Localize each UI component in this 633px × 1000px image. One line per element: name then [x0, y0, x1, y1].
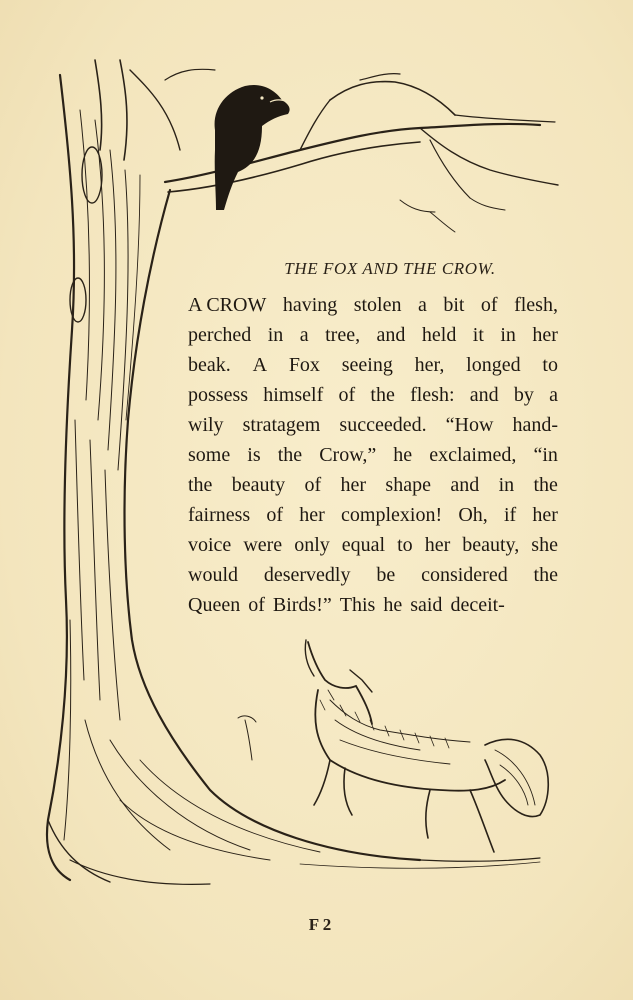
- text-line: [188, 500, 558, 530]
- word: of: [338, 384, 356, 406]
- word: beauty: [231, 474, 286, 496]
- word: having: [282, 294, 338, 316]
- word: of: [480, 294, 498, 316]
- word: considered: [421, 564, 508, 586]
- word: equal: [341, 534, 386, 556]
- word: and: [450, 474, 480, 496]
- word: the: [277, 444, 303, 466]
- word: were: [243, 534, 283, 556]
- word: of: [248, 594, 265, 616]
- word: her: [299, 504, 325, 526]
- word: Oh,: [458, 504, 488, 526]
- crow-illustration: [215, 85, 292, 210]
- word: “How: [445, 414, 494, 436]
- word: in: [500, 324, 516, 346]
- word: is: [247, 444, 261, 466]
- word: Fox: [288, 354, 320, 376]
- word: some: [188, 444, 231, 466]
- word: and: [376, 324, 406, 346]
- word: a: [417, 294, 427, 316]
- word: fairness: [188, 504, 251, 526]
- text-line: [188, 440, 558, 470]
- word: shape: [385, 474, 431, 496]
- signature-mark: F 2: [308, 915, 332, 934]
- text-line: [188, 410, 558, 440]
- word: her: [340, 474, 367, 496]
- word: a: [549, 384, 558, 406]
- word: deservedly: [263, 564, 351, 586]
- word: “in: [533, 444, 558, 466]
- word: would: [188, 564, 238, 586]
- word: said: [410, 594, 443, 616]
- word: Crow,”: [319, 444, 377, 466]
- word: if: [503, 504, 517, 526]
- word: to: [397, 534, 413, 556]
- fox-illustration: [305, 640, 548, 852]
- fable-text: [188, 290, 558, 620]
- word: tree,: [325, 324, 361, 346]
- word: her: [424, 534, 451, 556]
- word: bit: [443, 294, 465, 316]
- word: possess: [188, 384, 249, 406]
- word: be: [376, 564, 396, 586]
- text-line: [188, 560, 558, 590]
- word: voice: [188, 534, 232, 556]
- word: succeeded.: [339, 414, 427, 436]
- word: in: [498, 474, 515, 496]
- word: it: [472, 324, 484, 346]
- word: to: [542, 354, 558, 376]
- word: A: [252, 354, 268, 376]
- word: wily: [188, 414, 224, 436]
- word: complexion!: [341, 504, 443, 526]
- word: her,: [414, 354, 445, 376]
- word: held: [421, 324, 457, 346]
- word: the: [533, 564, 558, 586]
- word: deceit-: [450, 594, 505, 616]
- text-line: [188, 530, 558, 560]
- sprig-illustration: [238, 716, 256, 760]
- word: flesh:: [410, 384, 455, 406]
- text-line: [188, 380, 558, 410]
- word: a: [299, 324, 309, 346]
- word: her: [532, 504, 558, 526]
- word: the: [370, 384, 395, 406]
- text-line: [188, 590, 558, 620]
- word: stratagem: [242, 414, 321, 436]
- word: hand-: [512, 414, 558, 436]
- word: by: [513, 384, 534, 406]
- text-line: [188, 290, 558, 320]
- word: her: [532, 324, 558, 346]
- word: of: [304, 474, 322, 496]
- word: the: [188, 474, 213, 496]
- word: Birds!”: [272, 594, 332, 616]
- word: the: [533, 474, 558, 496]
- word: stolen: [353, 294, 402, 316]
- word: seeing: [341, 354, 393, 376]
- word: he: [393, 444, 413, 466]
- word: he: [383, 594, 403, 616]
- word: beauty,: [462, 534, 520, 556]
- word: exclaimed,: [429, 444, 517, 466]
- word: longed: [466, 354, 521, 376]
- word: This: [339, 594, 376, 616]
- fable-title: THE FOX AND THE CROW.: [284, 259, 496, 278]
- word: only: [294, 534, 330, 556]
- word: perched: [188, 324, 252, 346]
- word: A CROW: [188, 294, 267, 316]
- word: beak.: [188, 354, 231, 376]
- word: she: [531, 534, 558, 556]
- text-line: [188, 470, 558, 500]
- word: Queen: [188, 594, 241, 616]
- word: and: [469, 384, 499, 406]
- word: of: [266, 504, 284, 526]
- text-line: [188, 350, 558, 380]
- word: in: [267, 324, 284, 346]
- word: flesh,: [514, 294, 558, 316]
- word: himself: [263, 384, 324, 406]
- text-line: [188, 320, 558, 350]
